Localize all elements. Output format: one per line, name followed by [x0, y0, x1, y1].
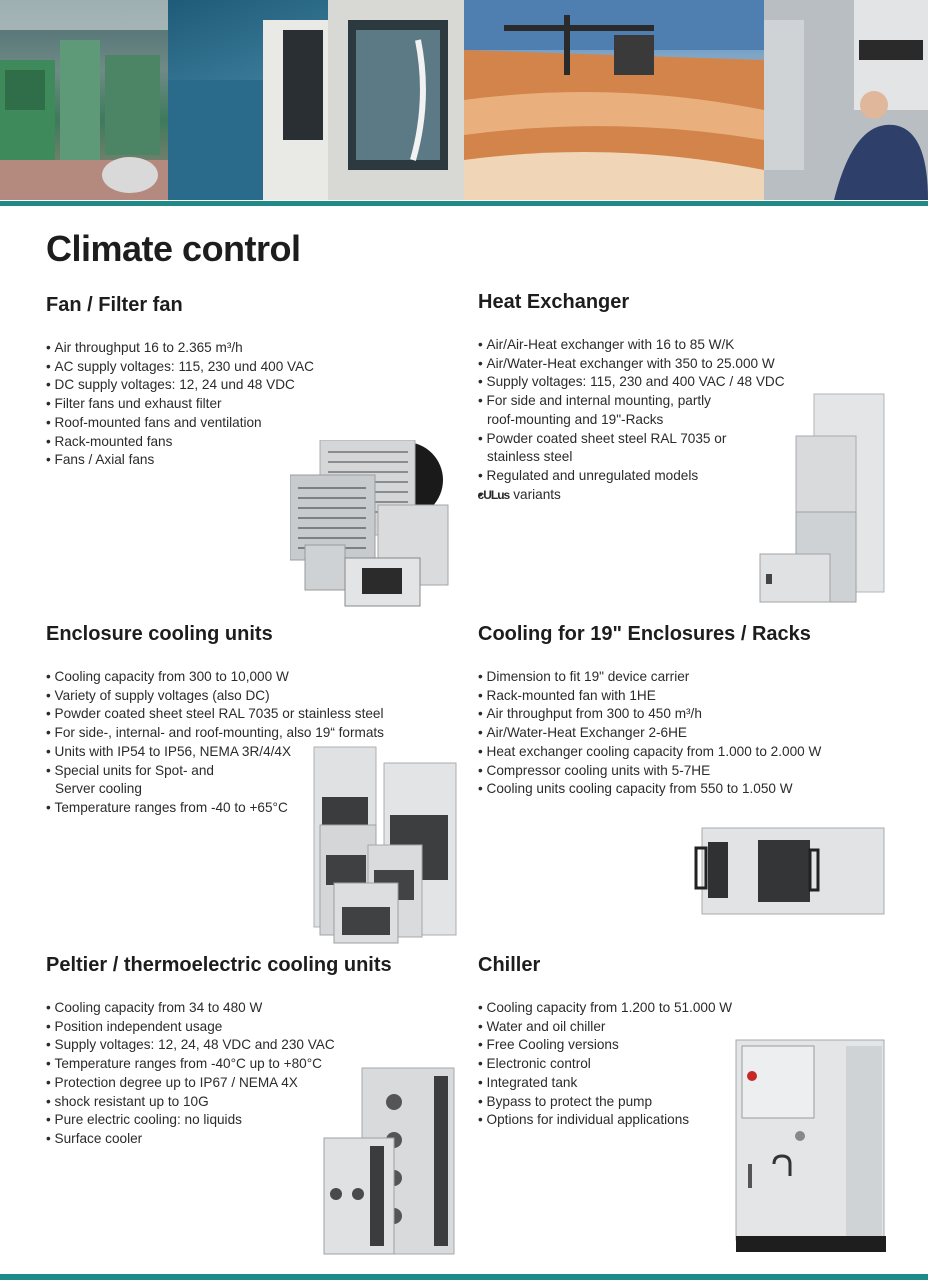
section-heading: Chiller: [478, 954, 541, 976]
list-item: • Air/Water-Heat Exchanger 2-6HE: [478, 724, 898, 743]
page-title: Climate control: [46, 228, 301, 269]
list-item: • Options for individual applications: [478, 1111, 858, 1130]
list-item: • Fans / Axial fans: [46, 451, 446, 470]
list-item: • Regulated and unregulated models: [478, 467, 818, 486]
list-item: • Pure electric cooling: no liquids: [46, 1111, 466, 1130]
list-item: • Cooling capacity from 34 to 480 W: [46, 999, 466, 1018]
list-item: • Integrated tank: [478, 1074, 858, 1093]
ul-certification-mark: cULus: [477, 487, 510, 502]
list-item: • Powder coated sheet steel RAL 7035 or stainless steel: [478, 430, 747, 467]
list-item: • Temperature ranges from -40 to +65°C: [46, 799, 446, 818]
section-cooling-19-racks: [478, 623, 898, 799]
list-item: • Protection degree up to IP67 / NEMA 4X: [46, 1074, 466, 1093]
list-item: • Rack-mounted fan with 1HE: [478, 687, 898, 706]
list-item: • Supply voltages: 115, 230 and 400 VAC / 48 VDC: [478, 373, 818, 392]
product-image-enclosure-cooling-units: [312, 745, 460, 950]
list-item: • Cooling capacity from 1.200 to 51.000 W: [478, 999, 858, 1018]
list-item: • For side and internal mounting, partly roof-mounting and 19"-Racks: [478, 392, 737, 429]
section-heading: Enclosure cooling units: [46, 623, 273, 645]
list-item: • Roof-mounted fans and ventilation: [46, 414, 446, 433]
list-item: • shock resistant up to 10G: [46, 1093, 466, 1112]
list-item: • Surface cooler: [46, 1130, 466, 1149]
list-item: • Cooling capacity from 300 to 10,000 W: [46, 668, 446, 687]
list-item: • For side-, internal- and roof-mounting, also 19“ formats: [46, 724, 446, 743]
list-item: • Bypass to protect the pump: [478, 1093, 858, 1112]
product-image-filter-fans: [290, 440, 450, 615]
product-image-rack-cooling-unit: [694, 826, 888, 923]
list-item: • Filter fans und exhaust filter: [46, 395, 446, 414]
product-image-chiller: [734, 1036, 888, 1261]
banner-photo-factory: [0, 0, 168, 200]
section-heading: Peltier / thermoelectric cooling units: [46, 954, 392, 976]
footer-divider: [0, 1274, 928, 1280]
list-item: • Units with IP54 to IP56, NEMA 3R/4/4X: [46, 743, 446, 762]
list-item: • Free Cooling versions: [478, 1036, 858, 1055]
list-item: • Air throughput 16 to 2.365 m³/h: [46, 339, 446, 358]
list-item: • Supply voltages: 12, 24, 48 VDC and 230 VAC: [46, 1036, 466, 1055]
header-banner: [0, 0, 928, 200]
list-item: • Heat exchanger cooling capacity from 1.000 to 2.000 W: [478, 743, 898, 762]
section-heading: Cooling for 19" Enclosures / Racks: [478, 623, 811, 645]
list-item: • AC supply voltages: 115, 230 und 400 VAC: [46, 358, 446, 377]
banner-photo-cnc-machine: [168, 0, 464, 200]
bullet-list: [478, 668, 898, 799]
list-item: • Air/Water-Heat exchanger with 350 to 25.000 W: [478, 355, 818, 374]
header-divider: [0, 201, 928, 206]
product-image-heat-exchangers: [758, 392, 888, 612]
list-item: • Air/Air-Heat exchanger with 16 to 85 W/K: [478, 336, 818, 355]
banner-photo-open-pit-mine: [464, 0, 764, 200]
list-item: • Dimension to fit 19" device carrier: [478, 668, 898, 687]
list-item: • Water and oil chiller: [478, 1018, 858, 1037]
ul-variants-label: variants: [513, 486, 561, 502]
banner-photo-technician-cabinet: [764, 0, 928, 200]
list-item: • Cooling units cooling capacity from 550 to 1.050 W: [478, 780, 898, 799]
list-item: • Powder coated sheet steel RAL 7035 or stainless steel: [46, 705, 446, 724]
list-item: • Rack-mounted fans: [46, 433, 446, 452]
list-item: • Electronic control: [478, 1055, 858, 1074]
list-item: • Special units for Spot- and Server cooling: [46, 762, 255, 799]
list-item: • Temperature ranges from -40°C up to +80°C: [46, 1055, 466, 1074]
list-item: • DC supply voltages: 12, 24 und 48 VDC: [46, 376, 446, 395]
list-item: • Position independent usage: [46, 1018, 466, 1037]
list-item: • Variety of supply voltages (also DC): [46, 687, 446, 706]
section-heading: Fan / Filter fan: [46, 294, 183, 316]
section-heading: Heat Exchanger: [478, 291, 630, 313]
product-image-peltier-units: [322, 1066, 458, 1261]
list-item: • Compressor cooling units with 5-7HE: [478, 762, 898, 781]
list-item: • Air throughput from 300 to 450 m³/h: [478, 705, 898, 724]
